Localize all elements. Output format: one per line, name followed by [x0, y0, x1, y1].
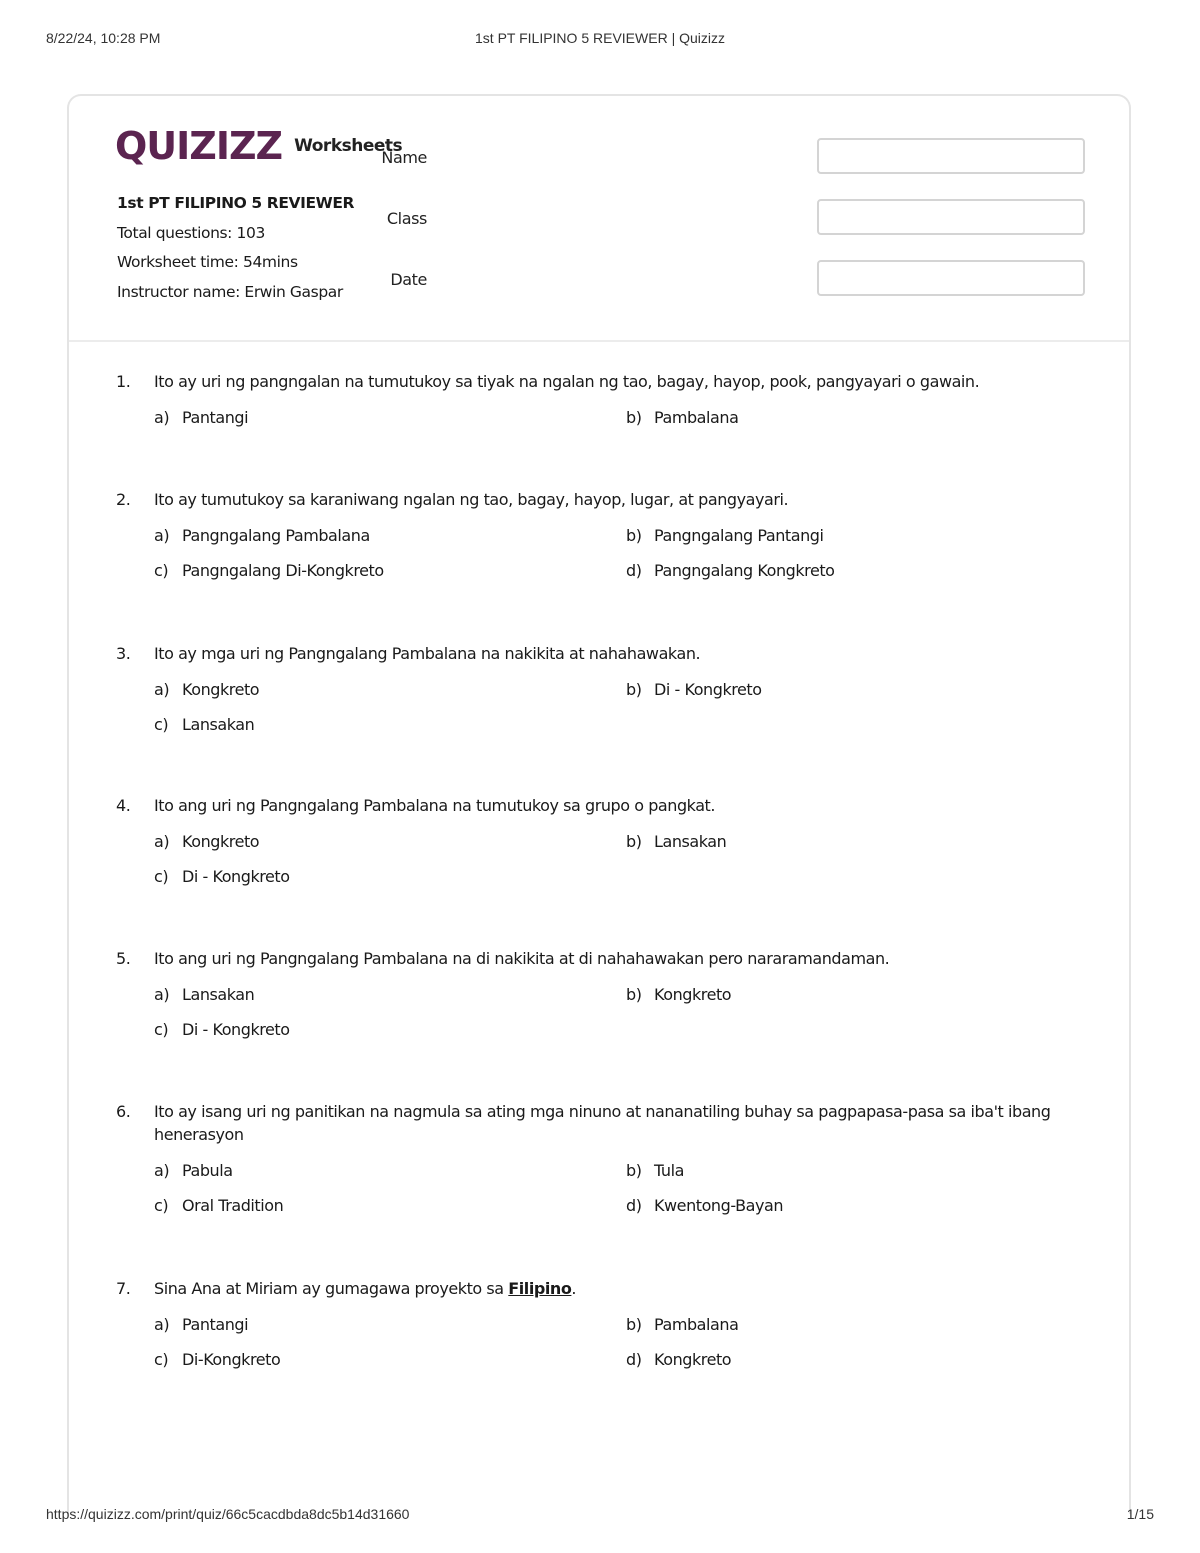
question-text: Ito ang uri ng Pangngalang Pambalana na di nakikita at di nahahawakan pero nararamandaman.: [154, 949, 890, 968]
option-a: a) Pangngalang Pambalana: [154, 526, 370, 545]
question-number: 7.: [116, 1279, 131, 1298]
logo-wordmark: QUIZIZZ: [115, 124, 283, 168]
worksheet-meta: [117, 192, 354, 310]
option-a: a) Pantangi: [154, 1315, 249, 1334]
class-input[interactable]: [817, 199, 1085, 235]
option-c: c) Di-Kongkreto: [154, 1350, 281, 1369]
option-d: d) Kwentong-Bayan: [626, 1196, 784, 1215]
class-label: Class: [386, 209, 427, 228]
underlined-word: Filipino: [508, 1279, 572, 1298]
option-c: c) Lansakan: [154, 715, 255, 734]
print-datetime: 8/22/24, 10:28 PM: [46, 30, 161, 46]
option-b: b) Kongkreto: [626, 985, 732, 1004]
question-text: Ito ay tumutukoy sa karaniwang ngalan ng tao, bagay, hayop, lugar, at pangyayari.: [154, 490, 789, 509]
question-6: [116, 1100, 1076, 1277]
print-url: https://quizizz.com/print/quiz/66c5cacdbda8dc5b14d31660: [46, 1506, 410, 1522]
question-2: [116, 488, 1076, 642]
option-c: c) Di - Kongkreto: [154, 867, 290, 886]
print-footer: [46, 1506, 1154, 1526]
question-number: 2.: [116, 490, 131, 509]
question-list: [69, 370, 1129, 1397]
option-b: b) Tula: [626, 1161, 684, 1180]
option-a: a) Lansakan: [154, 985, 255, 1004]
instructor-name: Instructor name: Erwin Gaspar: [117, 282, 343, 301]
question-7: [116, 1277, 1076, 1397]
option-b: b) Lansakan: [626, 832, 727, 851]
logo-product-label: Worksheets: [294, 136, 403, 156]
option-a: a) Kongkreto: [154, 832, 260, 851]
name-input[interactable]: [817, 138, 1085, 174]
option-c: c) Di - Kongkreto: [154, 1020, 290, 1039]
option-d: d) Kongkreto: [626, 1350, 732, 1369]
option-a: a) Kongkreto: [154, 680, 260, 699]
option-c: c) Oral Tradition: [154, 1196, 284, 1215]
option-c: c) Pangngalang Di-Kongkreto: [154, 561, 384, 580]
question-3: [116, 642, 1076, 794]
option-d: d) Pangngalang Kongkreto: [626, 561, 835, 580]
option-b: b) Pambalana: [626, 1315, 739, 1334]
question-text: Ito ay isang uri ng panitikan na nagmula sa ating mga ninuno at nananatiling buhay sa pagpapasa-pasa sa iba't ibang henerasyon: [154, 1102, 1051, 1144]
print-header: [46, 30, 1154, 50]
question-number: 5.: [116, 949, 131, 968]
option-b: b) Pangngalang Pantangi: [626, 526, 824, 545]
question-number: 6.: [116, 1102, 131, 1121]
question-5: [116, 947, 1076, 1100]
option-b: b) Di - Kongkreto: [626, 680, 762, 699]
question-4: [116, 794, 1076, 947]
question-number: 4.: [116, 796, 131, 815]
question-1: [116, 370, 1076, 488]
question-text: Ito ang uri ng Pangngalang Pambalana na tumutukoy sa grupo o pangkat.: [154, 796, 716, 815]
question-text: Sina Ana at Miriam ay gumagawa proyekto sa Filipino.: [154, 1279, 577, 1298]
worksheet-time: Worksheet time: 54mins: [117, 253, 298, 271]
worksheet-title: 1st PT FILIPINO 5 REVIEWER: [117, 194, 355, 212]
worksheet-header: [69, 96, 1129, 342]
question-text: Ito ay uri ng pangngalan na tumutukoy sa tiyak na ngalan ng tao, bagay, hayop, pook, pangyayari o gawain.: [154, 372, 980, 391]
worksheet-card: [67, 94, 1131, 1514]
date-input[interactable]: [817, 260, 1085, 296]
option-b: b) Pambalana: [626, 408, 739, 427]
print-page-title: 1st PT FILIPINO 5 REVIEWER | Quizizz: [475, 30, 725, 46]
option-a: a) Pantangi: [154, 408, 249, 427]
option-a: a) Pabula: [154, 1161, 233, 1180]
name-label: Name: [381, 148, 427, 167]
question-text: Ito ay mga uri ng Pangngalang Pambalana na nakikita at nahahawakan.: [154, 644, 701, 663]
quizizz-logo: [115, 124, 402, 168]
question-number: 3.: [116, 644, 131, 663]
date-label: Date: [390, 270, 427, 289]
total-questions: Total questions: 103: [117, 223, 265, 242]
print-page-number: 1/15: [1126, 1506, 1154, 1522]
question-number: 1.: [116, 372, 131, 391]
